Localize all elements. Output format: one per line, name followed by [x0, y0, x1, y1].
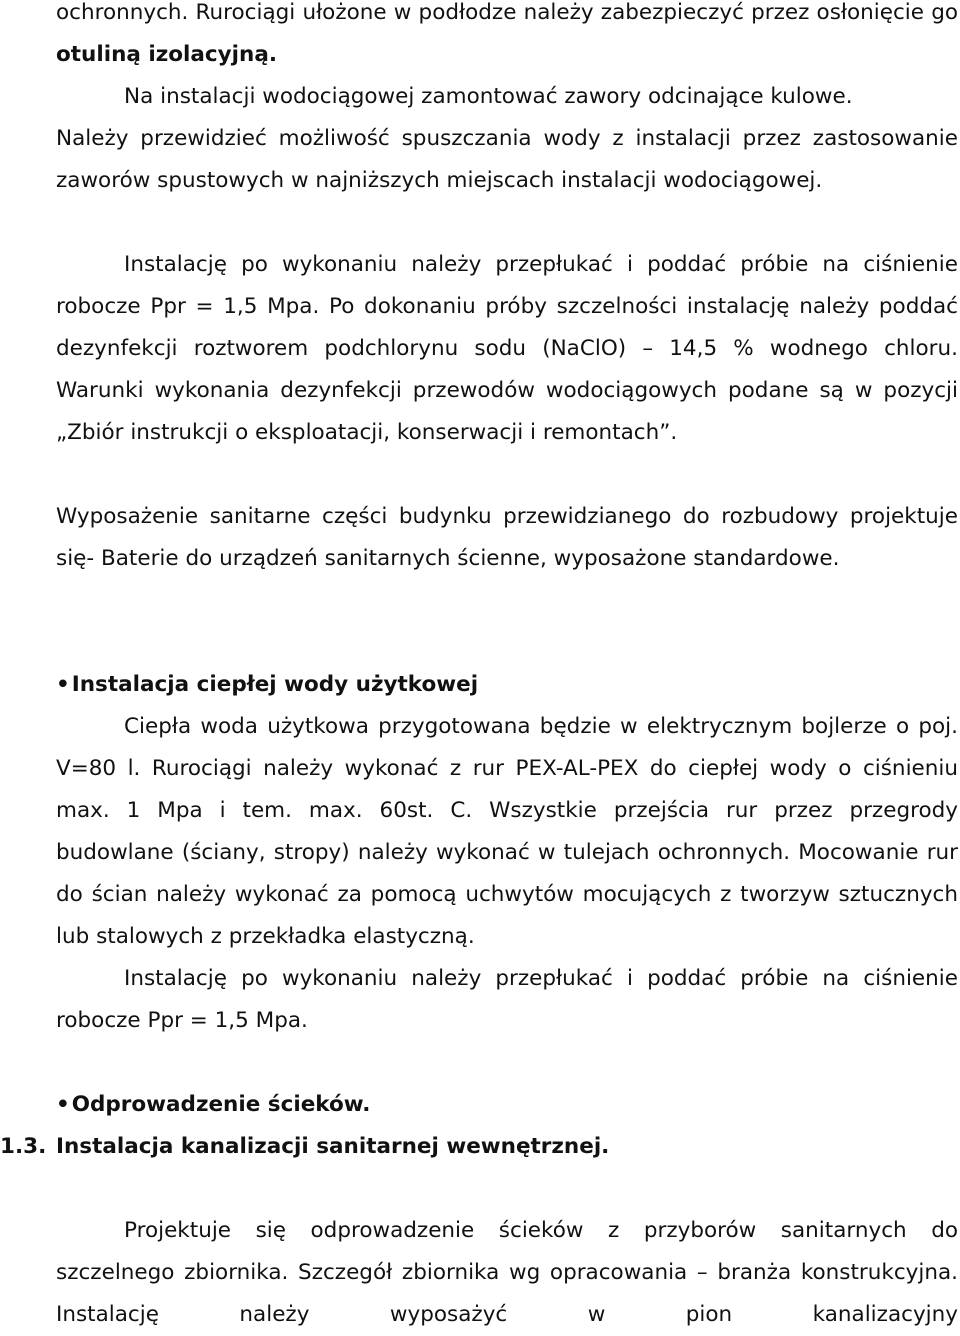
section-title: Instalacja kanalizacji sanitarnej wewnętrznej. — [56, 1134, 610, 1159]
section-title: Odprowadzenie ścieków. — [71, 1092, 371, 1117]
bullet-icon: • — [56, 672, 70, 697]
emphasis-insulation: otuliną izolacyjną. — [56, 42, 278, 67]
paragraph-text: ochronnych. Rurociągi ułożone w podłodze należy zabezpieczyć przez osłonięcie go — [56, 0, 958, 25]
paragraph-hot-water-test: Instalację po wykonaniu należy przepłukać i poddać próbie na ciśnienie robocze Ppr = 1,5 Mpa. — [56, 966, 958, 1033]
section-heading-1-3 — [0, 1126, 609, 1168]
paragraph-shutoff-valves: Na instalacji wodociągowej zamontować zawory odcinające kulowe. — [124, 84, 853, 109]
section-heading-hot-water — [56, 664, 478, 706]
paragraph-pipe-insulation — [56, 0, 958, 76]
paragraph-pressure-test: Instalację po wykonaniu należy przepłukać i poddać próbie na ciśnienie robocze Ppr = 1,5 Mpa. Po dokonaniu próby szczelności instalację należy poddać dezynfekcji roztworem podchlorynu sodu (NaClO) – 14,5 % wodnego chloru. Warunki wykonania dezynfekcji przewodów wodociągowych podane są w pozycji „Zbiór instrukcji o eksploatacji, konserwacji i remontach”. — [56, 252, 958, 445]
paragraph-sewage-discharge: Projektuje się odprowadzenie ścieków z przyborów sanitarnych do szczelnego zbiornika. Szczegół zbiornika wg opracowania – branża konstrukcyjna. Instalację należy wyposażyć w pion kanalizacyjny — [56, 1218, 958, 1327]
paragraph-hot-water-boiler: Ciepła woda użytkowa przygotowana będzie w elektrycznym bojlerze o poj. V=80 l. Rurociągi należy wykonać z rur PEX-AL-PEX do ciepłej wody o ciśnieniu max. 1 Mpa i tem. max. 60st. C. Wszystkie przejścia rur przez przegrody budowlane (ściany, stropy) należy wykonać w tulejach ochronnych. Mocowanie rur do ścian należy wykonać za pomocą uchwytów mocujących z tworzyw sztucznych lub stalowych z przekładka elastyczną. — [56, 714, 958, 949]
paragraph-drain-valves: Należy przewidzieć możliwość spuszczania wody z instalacji przez zastosowanie zaworów spustowych w najniższych miejscach instalacji wodociągowej. — [56, 126, 958, 193]
paragraph-sanitary-equipment: Wyposażenie sanitarne części budynku przewidzianego do rozbudowy projektuje się- Baterie do urządzeń sanitarnych ścienne, wyposażone standardowe. — [56, 504, 958, 571]
bullet-icon: • — [56, 1092, 70, 1117]
section-heading-sewage — [56, 1084, 370, 1126]
section-title: Instalacja ciepłej wody użytkowej — [71, 672, 479, 697]
section-number: 1.3. — [0, 1134, 47, 1159]
